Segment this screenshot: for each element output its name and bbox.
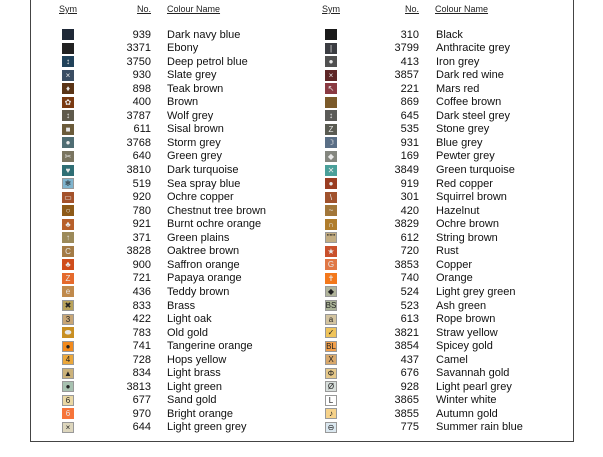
color-number: 3813	[126, 380, 151, 393]
color-number: 3857	[394, 69, 419, 82]
color-swatch: L	[325, 395, 337, 406]
color-swatch: ✿	[62, 97, 74, 108]
color-name: Burnt ochre orange	[167, 218, 262, 231]
color-name: Dark steel grey	[436, 109, 510, 122]
color-number: 677	[132, 394, 151, 407]
color-number: 524	[400, 285, 419, 298]
color-number: 535	[400, 123, 419, 136]
color-number: 3855	[394, 407, 419, 420]
color-swatch: ●	[62, 341, 74, 352]
color-swatch: ♦	[62, 83, 74, 94]
color-name: Copper	[436, 258, 473, 271]
color-number: 3865	[394, 394, 419, 407]
color-swatch: ○	[62, 205, 74, 216]
color-swatch: 3	[62, 314, 74, 325]
color-name: Ebony	[167, 42, 199, 55]
color-name: Green turquoise	[436, 164, 515, 176]
color-swatch: 6	[62, 408, 74, 419]
color-swatch: ×	[325, 70, 337, 81]
color-name: Teddy brown	[167, 285, 230, 298]
color-name: Brown	[167, 96, 199, 109]
color-swatch: ↖	[325, 83, 337, 94]
color-number: 169	[400, 150, 419, 163]
color-number: 645	[400, 109, 419, 122]
color-swatch: ●	[62, 381, 74, 392]
color-number: 783	[132, 326, 151, 339]
color-name: Iron grey	[436, 55, 480, 68]
color-swatch: ×	[62, 422, 74, 433]
color-swatch: ♥	[62, 165, 74, 176]
color-swatch: 4	[62, 354, 74, 365]
color-name: Autumn gold	[436, 407, 498, 420]
color-name: Pewter grey	[436, 150, 495, 163]
color-name: Ochre brown	[436, 218, 499, 231]
color-name: Storm grey	[167, 136, 221, 149]
header-no-right: No.	[405, 4, 420, 14]
color-swatch: ♣	[62, 219, 74, 230]
color-swatch: ⬬	[62, 327, 74, 338]
color-number: 3854	[394, 340, 419, 353]
color-name: Wolf grey	[167, 109, 214, 122]
color-name: Hazelnut	[436, 204, 480, 217]
color-name: Black	[436, 28, 463, 41]
color-swatch: ●	[62, 137, 74, 148]
color-swatch: ×	[62, 70, 74, 81]
color-name: Squirrel brown	[436, 191, 507, 204]
color-number: 740	[400, 272, 419, 285]
color-name: Sisal brown	[167, 123, 224, 136]
color-number: 898	[132, 82, 151, 95]
color-number: 3787	[126, 109, 151, 122]
color-name: Ash green	[436, 299, 487, 312]
color-name: Light grey green	[436, 285, 516, 298]
color-name: Deep petrol blue	[167, 55, 248, 68]
color-swatch: ↕	[325, 110, 337, 121]
header-name-right: Colour Name	[435, 4, 489, 14]
color-name: String brown	[436, 231, 498, 244]
color-number: 3810	[126, 164, 151, 176]
color-number: 519	[132, 177, 151, 190]
color-name: Sand gold	[167, 394, 217, 407]
color-number: 833	[132, 299, 151, 312]
color-number: 3750	[126, 55, 151, 68]
color-name: Winter white	[436, 394, 497, 407]
color-name: Dark red wine	[436, 69, 504, 82]
color-number: 221	[400, 82, 419, 95]
color-swatch: ✖	[62, 300, 74, 311]
color-number: 931	[400, 136, 419, 149]
color-swatch: BS	[325, 301, 337, 310]
color-name: Teak brown	[167, 82, 224, 95]
color-swatch: ↕	[62, 56, 74, 67]
color-swatch: a	[325, 314, 337, 325]
color-name: Saffron orange	[167, 258, 240, 271]
color-name: Ochre copper	[167, 191, 234, 204]
color-name: Dark navy blue	[167, 28, 241, 41]
color-name: Blue grey	[436, 136, 483, 149]
color-name: Rust	[436, 245, 459, 258]
header-no-left: No.	[137, 4, 152, 14]
color-number: 930	[132, 69, 151, 82]
color-name: Green grey	[167, 150, 223, 163]
color-swatch: Z	[325, 124, 337, 135]
color-swatch: BL	[326, 341, 336, 351]
color-swatch: ●	[325, 178, 337, 189]
color-swatch: ★	[325, 246, 337, 257]
color-number: 3853	[394, 258, 419, 271]
color-number: 676	[400, 367, 419, 380]
color-swatch: ◆	[325, 151, 337, 162]
color-number: 869	[400, 96, 419, 109]
color-swatch: G	[325, 259, 337, 270]
color-name: Slate grey	[167, 69, 217, 82]
color-name: Spicey gold	[436, 340, 493, 353]
color-number: 900	[132, 258, 151, 271]
color-number: 413	[400, 55, 419, 68]
color-name: Light oak	[167, 313, 212, 326]
color-swatch: 6	[62, 395, 74, 406]
color-number: 310	[400, 28, 419, 41]
color-name: Light green grey	[167, 421, 247, 434]
color-swatch	[62, 43, 74, 54]
color-number: 640	[132, 150, 151, 163]
color-number: 523	[400, 299, 419, 312]
color-swatch: ♣	[62, 259, 74, 270]
color-number: 3828	[126, 245, 151, 258]
color-swatch: ∩	[325, 219, 337, 230]
color-name: Orange	[436, 272, 473, 285]
color-number: 644	[132, 421, 151, 434]
color-name: Rope brown	[436, 313, 496, 326]
color-swatch: ✝	[325, 273, 337, 284]
color-number: 721	[132, 272, 151, 285]
color-number: 3849	[394, 164, 419, 176]
color-name: Summer rain blue	[436, 421, 523, 434]
color-number: 613	[400, 313, 419, 326]
color-name: Savannah gold	[436, 367, 510, 380]
color-number: 3821	[394, 326, 419, 339]
color-swatch: ✕	[325, 165, 337, 176]
color-swatch: """	[326, 233, 336, 243]
color-swatch: ♪	[325, 408, 337, 419]
color-name: Dark turquoise	[167, 164, 239, 176]
color-swatch: C	[62, 246, 74, 257]
color-name: Camel	[436, 353, 468, 366]
color-swatch: ⊖	[325, 422, 337, 433]
color-number: 371	[132, 231, 151, 244]
color-number: 834	[132, 367, 151, 380]
color-swatch: ✓	[325, 327, 337, 338]
color-swatch: ▲	[62, 368, 74, 379]
color-name: Tangerine orange	[167, 340, 253, 353]
color-swatch: e	[62, 286, 74, 297]
color-name: Brass	[167, 299, 196, 312]
color-number: 780	[132, 204, 151, 217]
color-number: 437	[400, 353, 419, 366]
color-swatch: ~	[325, 205, 337, 216]
color-name: Bright orange	[167, 407, 234, 420]
color-name: Stone grey	[436, 123, 490, 136]
color-name: Sea spray blue	[167, 177, 241, 190]
color-number: 775	[400, 421, 419, 434]
color-swatch: ◆	[325, 286, 337, 297]
color-number: 741	[132, 340, 151, 353]
header-sym-left: Sym	[59, 4, 77, 14]
color-number: 920	[132, 191, 151, 204]
color-swatch: ▭	[62, 192, 74, 203]
color-number: 921	[132, 218, 151, 231]
color-swatch	[325, 97, 337, 108]
color-number: 611	[133, 123, 151, 136]
color-swatch: X	[325, 354, 337, 365]
color-name: Chestnut tree brown	[167, 204, 267, 217]
color-swatch	[62, 29, 74, 40]
color-name: Light brass	[167, 367, 221, 380]
color-number: 436	[132, 285, 151, 298]
color-number: 928	[400, 380, 419, 393]
color-swatch: Ø	[325, 381, 337, 392]
color-number: 612	[400, 231, 419, 244]
color-name: Straw yellow	[436, 326, 498, 339]
color-number: 728	[132, 353, 151, 366]
color-name: Mars red	[436, 82, 480, 95]
color-number: 3799	[394, 42, 419, 55]
color-swatch: ☽	[325, 137, 337, 148]
color-number: 939	[132, 28, 151, 41]
color-name: Anthracite grey	[436, 42, 510, 55]
color-swatch: ●	[325, 56, 337, 67]
color-number: 420	[400, 204, 419, 217]
color-number: 720	[400, 245, 419, 258]
color-name: Coffee brown	[436, 96, 502, 109]
color-swatch	[325, 29, 337, 40]
color-name: Papaya orange	[167, 272, 242, 285]
color-swatch: ↑	[62, 232, 74, 243]
color-swatch: ❄	[62, 178, 74, 189]
color-number: 400	[132, 96, 151, 109]
color-name: Light green	[167, 380, 223, 393]
color-number: 970	[132, 407, 151, 420]
header-sym-right: Sym	[322, 4, 340, 14]
color-number: 3768	[126, 136, 151, 149]
color-name: Old gold	[167, 326, 208, 339]
color-swatch: ✂	[62, 151, 74, 162]
color-swatch: ↕	[62, 110, 74, 121]
color-number: 919	[400, 177, 419, 190]
color-swatch: ■	[62, 124, 74, 135]
color-number: 301	[400, 191, 419, 204]
color-name: Green plains	[167, 231, 230, 244]
color-name: Light pearl grey	[436, 380, 512, 393]
color-name: Oaktree brown	[167, 245, 240, 258]
header-name-left: Colour Name	[167, 4, 221, 14]
color-number: 422	[132, 313, 151, 326]
color-number: 3829	[394, 218, 419, 231]
color-name: Hops yellow	[167, 353, 227, 366]
color-name: Red copper	[436, 177, 493, 190]
color-swatch: \	[325, 192, 337, 203]
color-swatch: Z	[62, 273, 74, 284]
color-number: 3371	[126, 42, 151, 55]
color-swatch: Φ	[325, 368, 337, 379]
color-swatch: |	[325, 43, 337, 54]
